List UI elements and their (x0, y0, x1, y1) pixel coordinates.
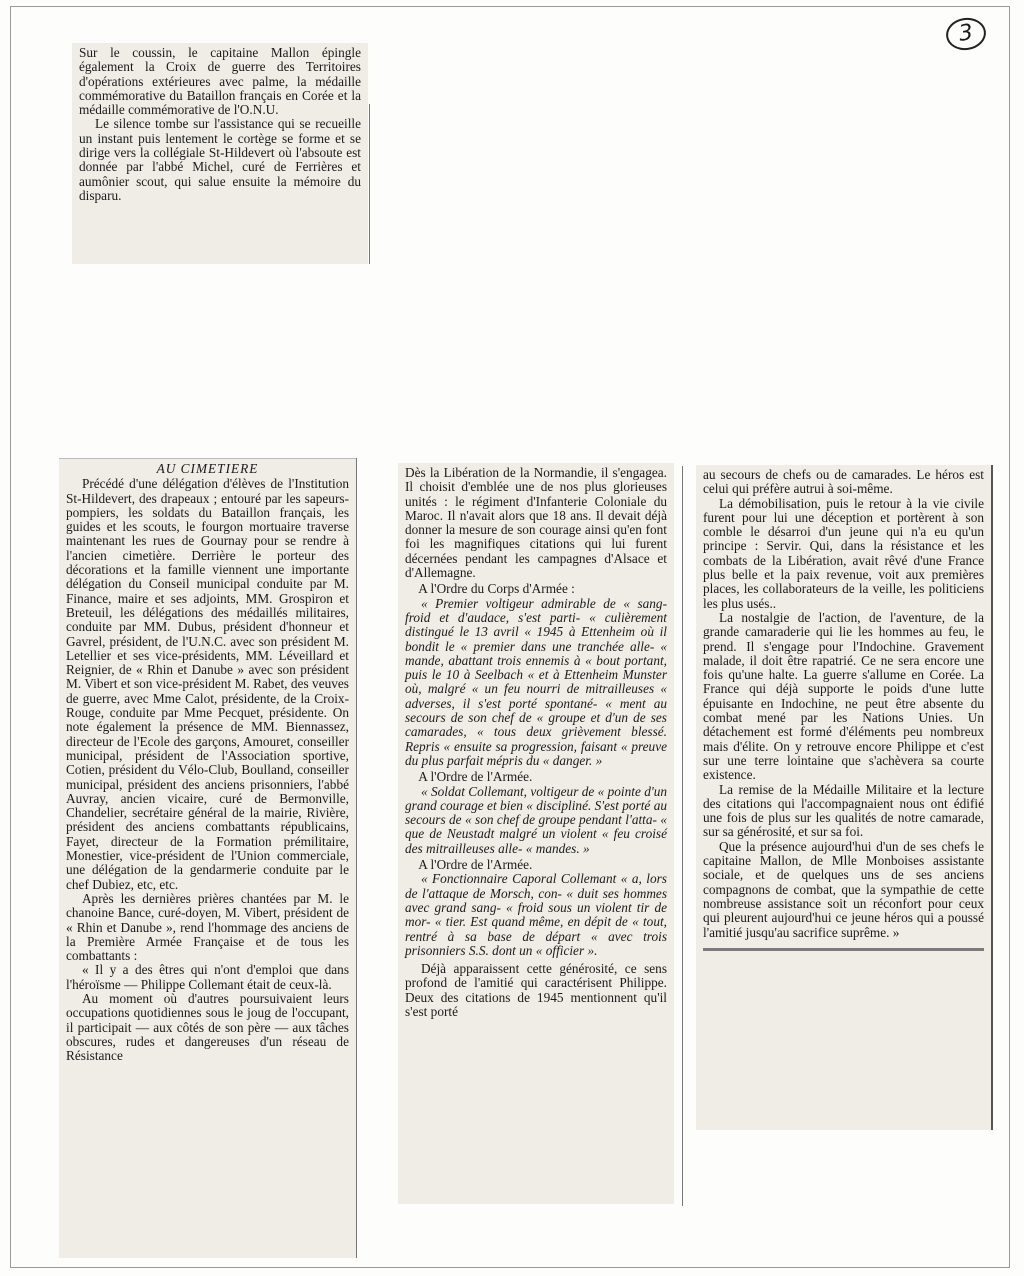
section-heading: AU CIMETIERE (156, 461, 259, 476)
paragraph: Au moment où d'autres poursuivaient leurs occupations quotidiennes sous le joug de l'occupant, il participait — aux côtés de son père — aux tâches obscures, rudes et dangereuses d'un réseau de Résistance (66, 990, 349, 1064)
page-number-circle: 3 (944, 15, 988, 52)
clipping-citations (398, 463, 674, 1204)
order-title: A l'Ordre de l'Armée. (418, 857, 533, 873)
paragraph: Sur le coussin, le capitaine Mallon épingle également la Croix de guerre des Territoires d'opérations extérieures avec palme, la médaille commémorative du Bataillon français en Corée et la médaille commémorative de l'O.N.U. (79, 45, 361, 118)
end-rule (703, 948, 984, 951)
clipping-medals (72, 43, 368, 264)
citation-text: « Premier voltigeur admirable de « sang-froid et d'audace, s'est parti- « culièrement distingué le 13 avril « 1945 à Ettenheim où il bondit le « premier dans une tranchée alle- « mande, abattant trois ennemis à « bout portant, puis le 10 à Seelbach « et à Ettenheim Munster où, malgré « un feu nourri de mitrailleuses « adverses, il s'est porté spontané- « ment au secours de son chef de « groupe et d'un de ses camarades, « tous deux grièvement blessé. Repris « ensuite sa progression, faisant « preuve du plus parfait mépris du « danger. » (405, 595, 667, 768)
citation-text: « Soldat Collemant, voltigeur de « pointe d'un grand courage et bien « discipliné. S'est porté au secours de « son chef de groupe pendant l'atta- « que de Neustadt malgré un violent « feu croisé des mitrailleuses alle- « mandes. » (405, 783, 667, 856)
paragraph: Que la présence aujourd'hui d'un de ses chefs le capitaine Mallon, de Mlle Monboises assistante sociale, et de quelques uns de ses anciens compagnons de combat, que la sympathie de cette nombreuse assistance soit un réconfort pour ceux qui pleurent aujourd'hui ce jeune héros qui a poussé l'amitié jusqu'au sacrifice suprême. » (703, 838, 984, 940)
paragraph: « Il y a des êtres qui n'ont d'emploi que dans l'héroïsme — Philippe Collemant était de ceux-là. (66, 962, 349, 992)
clipping-tribute (696, 465, 993, 1130)
paragraph: Le silence tombe sur l'assistance qui se recueille un instant puis lentement le cortège se forme et se dirige vers la collégiale St-Hildevert où l'absoute est donnée par l'abbé Michel, curé de Ferrières et aumônier scout, qui salue ensuite la mémoire du disparu. (79, 116, 361, 203)
column-rule (356, 458, 357, 1258)
order-title: A l'Ordre du Corps d'Armée : (418, 581, 575, 597)
paragraph: Après les dernières prières chantées par M. le chanoine Bance, curé-doyen, M. Vibert, président de « Rhin et Danube », rend l'hommage des anciens de la Première Armée Française et de tous les combattants : (66, 890, 349, 964)
paragraph: La démobilisation, puis le retour à la vie civile furent pour lui une déception et portèrent à son comble le désarroi d'un jeune qui n'a eu qu'un principe : Servir. Qui, dans la résistance et les combats de la Libération, avait rêvé d'une France plus belle et la paix revenue, voit aux premières places, les collaborateurs de la veille, les politiciens les plus usés.. (703, 495, 984, 611)
clipping-cemetery (59, 458, 356, 1258)
column-rule (682, 466, 683, 1206)
citation-text: « Fonctionnaire Caporal Collemant « a, lors de l'attaque de Morsch, con- « duit ses hommes avec grand sang- « froid sous un violent tir de mor- « tier. Est quand même, en dépit de « tout, rentré à sa base de départ « avec trois prisonniers S.S. dont un « officier ». (405, 871, 667, 958)
paragraph: La nostalgie de l'action, de l'aventure, de la grande camaraderie qui lie les hommes au feu, le prend. Il s'engage pour l'Indochine. Gravement malade, il doit être rapatrié. Ce ne sera encore une fois qu'une halte. La guerre s'allume en Corée. La France qui déjà supporte le poids d'une lutte épuisante en Indochine, ne peut être absente du combat mené par les Nations Unies. Un détachement est formé d'éléments peu nombreux mais d'élite. On y retrouve encore Philippe et c'est sur une terre lointaine que s'achèvera sa courte existence. (703, 609, 984, 783)
paragraph: La remise de la Médaille Militaire et la lecture des citations qui l'accompagnaient nous ont édifié une fois de plus sur les qualités de notre camarade, sur sa générosité, et sur sa foi. (703, 781, 984, 840)
column-rule (369, 104, 370, 264)
paragraph: au secours de chefs ou de camarades. Le héros est celui qui préfère autrui à soi-même. (703, 467, 984, 497)
paragraph: Déjà apparaissent cette générosité, ce sens profond de l'amitié qui caractérisent Philippe. Deux des citations de 1945 mentionnent qu'il s'est porté (405, 961, 667, 1019)
paragraph: Précédé d'une délégation d'élèves de l'Institution St-Hildevert, des drapeaux ; entouré par les sapeurs-pompiers, les soldats du Bataillon français, les guides et les scouts, le fourgon mortuaire traverse maintenant les rues de Gournay pour se rendre à l'ancien cimetière. Derrière le porteur des décorations et la famille viennent une importante délégation du Conseil municipal conduite par M. Finance, maire et ses adjoints, MM. Grospiron et Breteuil, les délégations des médaillés militaires, conduite par MM. Dubus, président d'honneur et Gavrel, président, de l'U.N.C. avec son président M. Letellier et ses vice-présidents, MM. Léveillard et Reignier, de « Rhin et Danube » avec son président M. Vibert et son vice-président M. Rabet, des veuves de guerre, avec Mme Calot, présidente, de la Croix-Rouge, conduite par Mme Pecquet, présidente. On note également la présence de MM. Biennassez, directeur de l'Ecole des garçons, Amouret, conseiller municipal, président de l'Association sportive, Cotien, président du Vélo-Club, Boulland, conseiller municipal, président des anciens prisonniers, l'abbé Auvray, ancien vicaire, curé de Bermonville, Chandelier, secrétaire général de la mairie, Rivière, président des anciens combattants républicains, Fayet, directeur de la Formation prémilitaire, Monestier, vice-président de l'Union commerciale, une délégation de la gendarmerie conduite par le chef Dubiez, etc, etc. (66, 476, 349, 892)
order-title: A l'Ordre de l'Armée. (418, 769, 533, 785)
paragraph: Dès la Libération de la Normandie, il s'engagea. Il choisit d'emblée une de nos plus glorieuses unités : le régiment d'Infanterie Coloniale du Maroc. Il n'avait alors que 18 ans. Il devait déjà donner la mesure de son courage ainsi qu'en font foi les magnifiques citations qui lui furent décernées pendant les campagnes d'Alsace et d'Allemagne. (405, 465, 667, 581)
